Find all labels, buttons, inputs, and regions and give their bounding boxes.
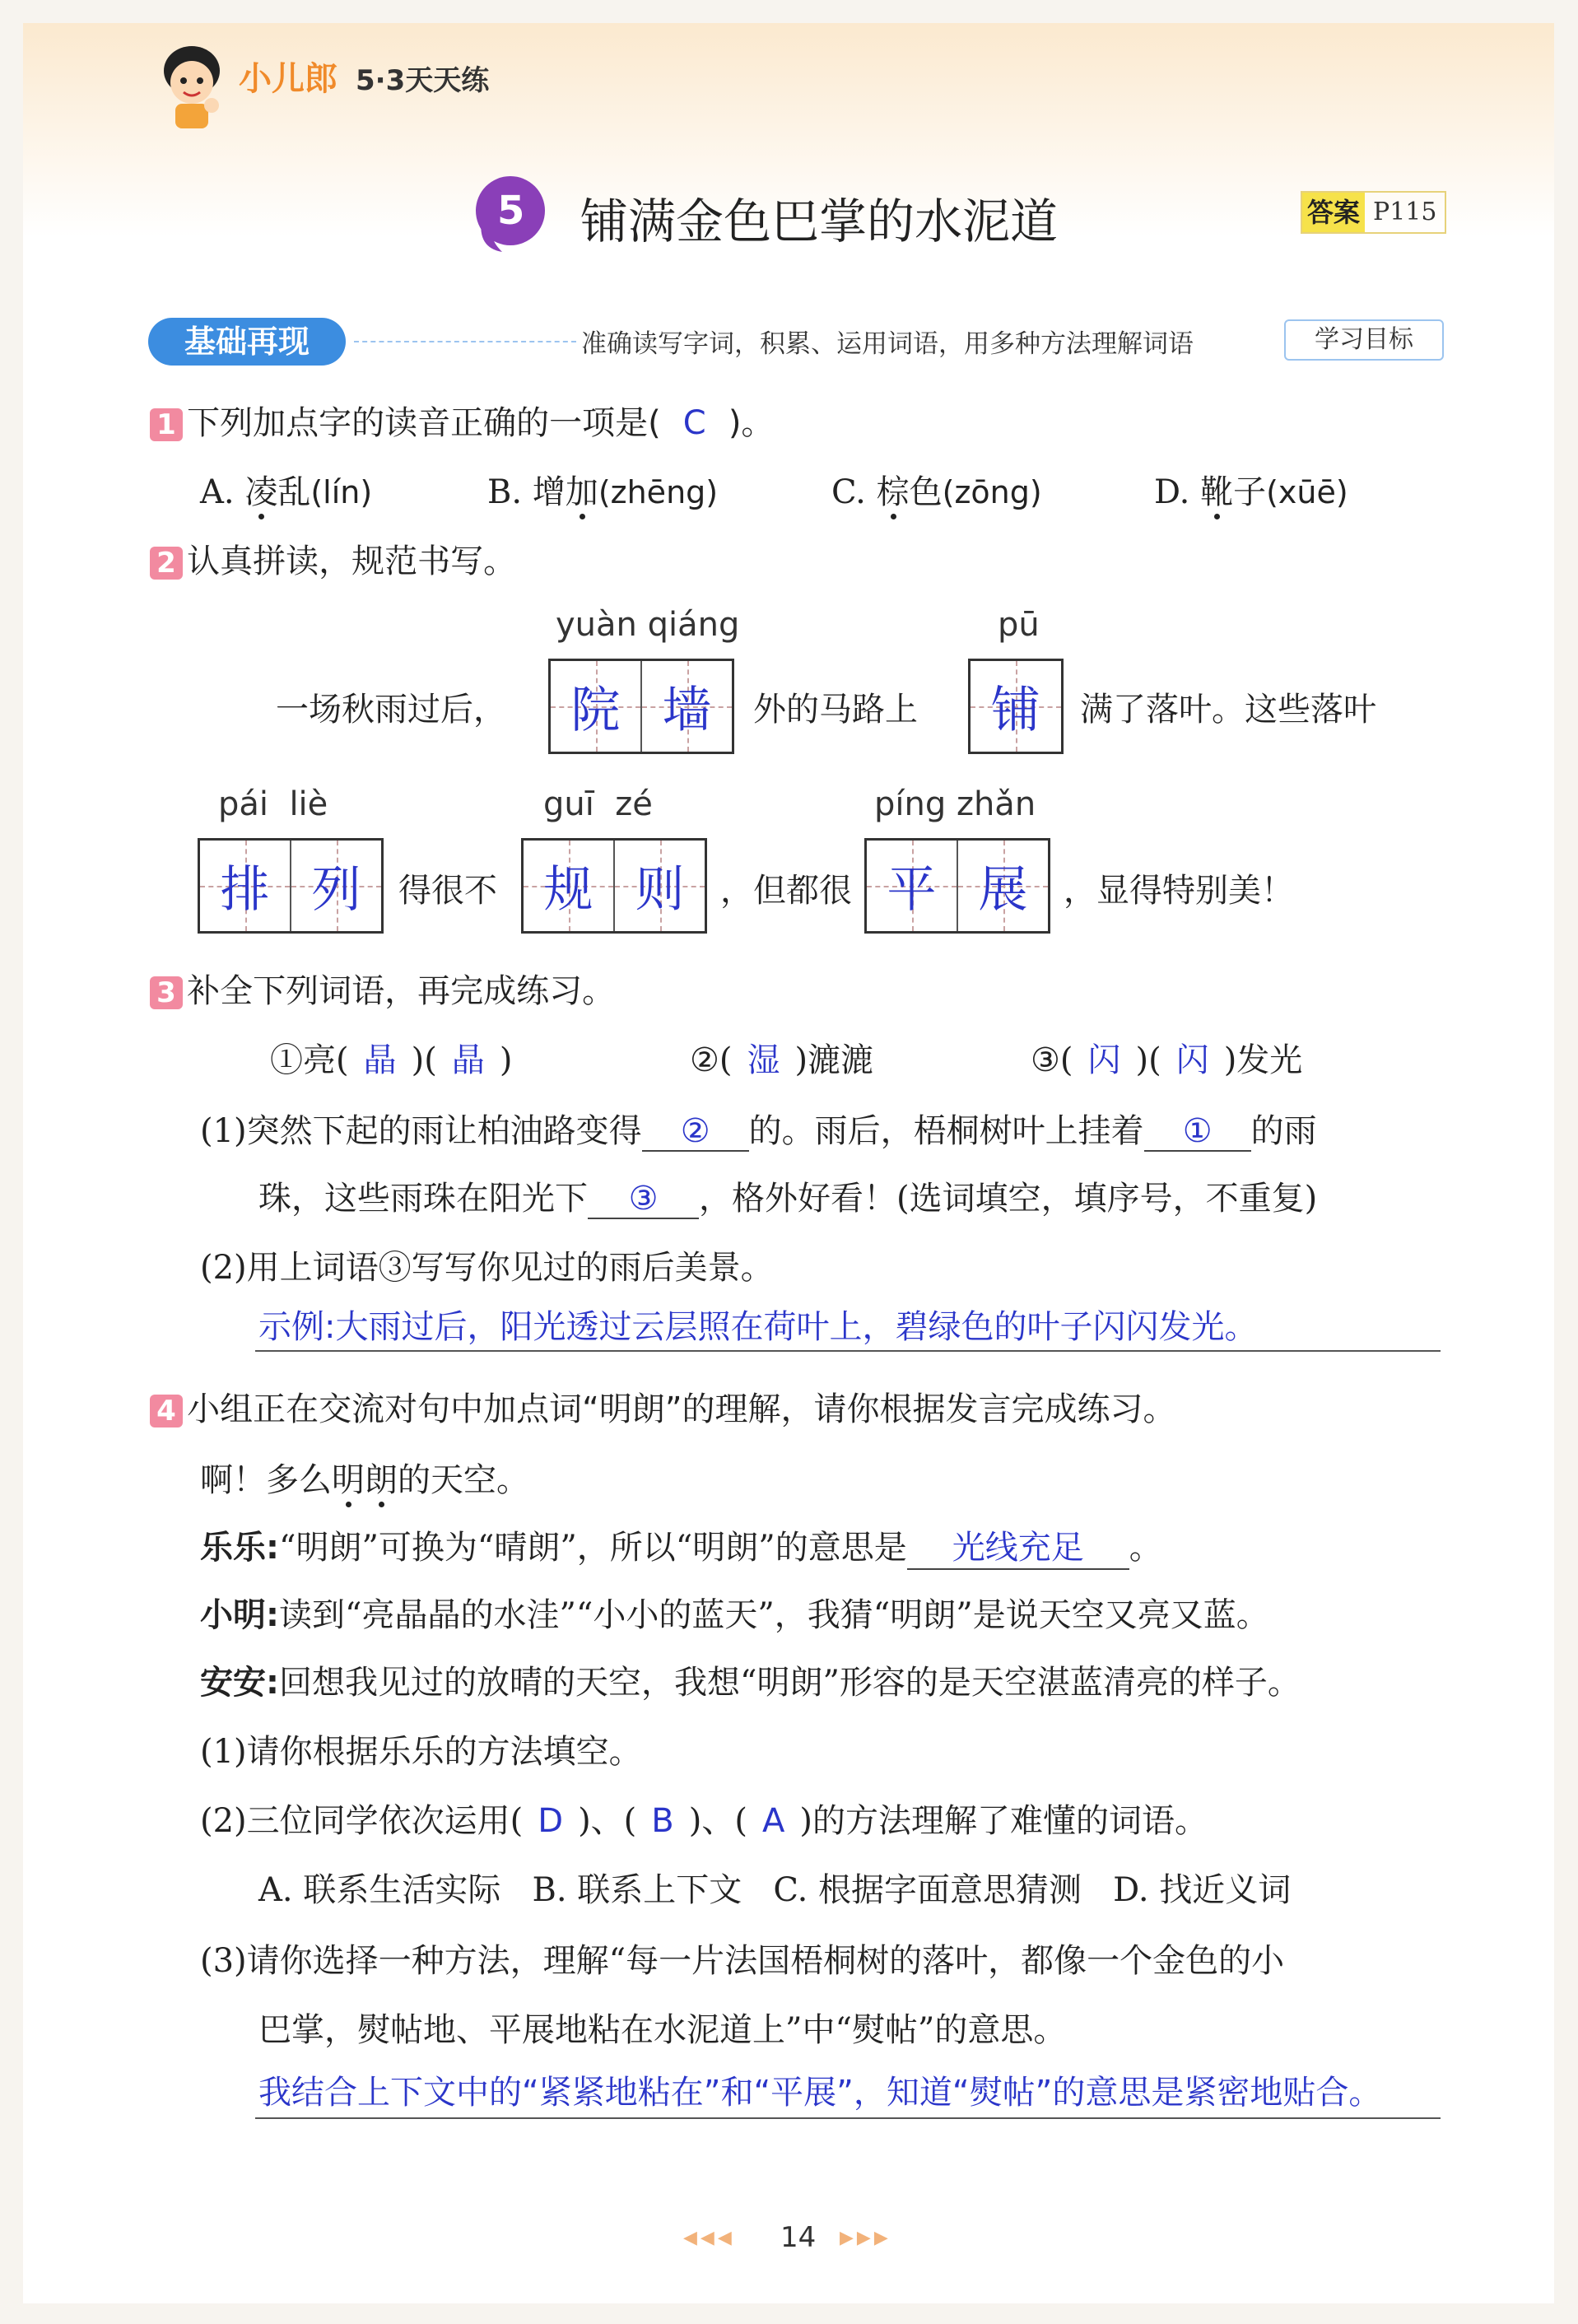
q3-blank-2: ① [1144,1112,1251,1152]
answer-ref [1301,191,1446,234]
answer-box-guize: 规 则 [521,838,707,934]
q3-word-2: ②( 湿 )漉漉 [690,1041,874,1079]
q4-part2: (2)三位同学依次运用( D )、( B )、( A )的方法理解了难懂的词语。 [200,1802,1208,1840]
lesson-title: 铺满金色巴掌的水泥道 [580,193,1059,249]
section-goal-tag: 学习目标 [1284,319,1444,361]
pinyin-pingzhan: píng zhǎn [874,785,1036,823]
q3-blank-1: ② [642,1112,749,1152]
q1-option-d: D. 靴子(xūē) [1154,473,1348,511]
pinyin-guize: guī zé [543,785,653,823]
q4-xiaoming: 小明:读到“亮晶晶的水洼”“小小的蓝天”，我猜“明朗”是说天空又亮又蓝。 [200,1596,1269,1634]
lesson-number: 5 [497,188,525,234]
q4-stem: 4 小组正在交流对句中加点词“明朗”的理解，请你根据发言完成练习。 [150,1383,1176,1430]
answer-label: 答案 [1302,193,1365,232]
page-number: 14 [780,2221,817,2254]
section-goal-text: 准确读写字词，积累、运用词语，用多种方法理解词语 [581,329,1194,359]
pinyin-yuanqiang: yuàn qiáng [556,606,740,644]
q1-option-a: A. 凌乱(lín) [200,473,373,511]
q1-answer: C [682,404,706,442]
q3-answer-line [255,1350,1441,1352]
q3-part2-answer: 示例:大雨过后，阳光透过云层照在荷叶上，碧绿色的叶子闪闪发光。 [258,1308,1258,1346]
section-divider [354,341,576,342]
answer-box-yuanqiang: 院 墙 [548,659,734,754]
q3-word-3: ③( 闪 )( 闪 )发光 [1031,1041,1303,1079]
q3-part2: (2)用上词语③写写你见过的雨后美景。 [200,1249,774,1287]
q4-options: A. 联系生活实际 B. 联系上下文 C. 根据字面意思猜测 D. 找近义词 [258,1871,1292,1909]
q2-text-2: 外的马路上 [753,691,918,729]
q4-part3-line1: (3)请你选择一种方法，理解“每一片法国梧桐树的落叶，都像一个金色的小 [200,1942,1285,1980]
q4-anan: 安安:回想我见过的放晴的天空，我想“明朗”形容的是天空湛蓝清亮的样子。 [200,1664,1301,1702]
q4-lele: 乐乐:“明朗”可换为“晴朗”，所以“明朗”的意思是 光线充足 。 [200,1521,1162,1570]
q3-part1-line1: (1)突然下起的雨让柏油路变得 ② 的。雨后，梧桐树叶上挂着 ① 的雨 [200,1112,1317,1150]
q3-stem: 3 补全下列词语，再完成练习。 [150,965,615,1012]
section-label: 基础再现 [148,318,346,366]
q4-number: 4 [150,1395,183,1427]
q2-text-1: 一场秋雨过后， [276,691,506,729]
q2-stem: 2 认真拼读，规范书写。 [150,535,516,582]
q2-text-4: 得很不 [398,872,497,910]
brand-name: 小儿郎 [239,60,337,98]
footer-left-arrows: ◀◀◀ [683,2228,735,2248]
q2-text-6: ，显得特别美！ [1064,872,1294,910]
q1-option-c: C. 棕色(zōng) [831,473,1042,511]
q4-lele-blank: 光线充足 [907,1521,1129,1570]
q1-stem: 1 下列加点字的读音正确的一项是( C )。 [150,397,774,444]
q3-part1-line2: 珠，这些雨珠在阳光下 ③ ，格外好看！(选词填空，填序号，不重复) [258,1180,1318,1218]
q4-sentence: 啊！多么明朗的天空。 [200,1461,529,1499]
pinyin-pailie: pái liè [218,785,328,823]
q3-blank-3: ③ [588,1180,699,1219]
q3-number: 3 [150,976,183,1009]
q2-text-3: 满了落叶。这些落叶 [1080,691,1376,729]
q4-part1: (1)请你根据乐乐的方法填空。 [200,1733,642,1771]
answer-box-pingzhan: 平 展 [864,838,1050,934]
answer-box-pu: 铺 [968,659,1064,754]
pinyin-pu: pū [998,606,1040,644]
q1-number: 1 [150,408,183,441]
answer-page: P115 [1373,198,1437,226]
mascot-icon [152,40,231,130]
series-name: 5·3天天练 [356,64,490,97]
q2-text-5: ，但都很 [720,872,852,910]
q4-answer-line [255,2117,1441,2119]
q2-number: 2 [150,547,183,580]
q4-part3-line2: 巴掌，熨帖地、平展地粘在水泥道上”中“熨帖”的意思。 [258,2011,1067,2049]
q4-part3-answer: 我结合上下文中的“紧紧地粘在”和“平展”，知道“熨帖”的意思是紧密地贴合。 [258,2074,1382,2112]
answer-box-pailie: 排 列 [198,838,384,934]
footer-right-arrows: ▶▶▶ [840,2228,891,2248]
q1-option-b: B. 增加(zhēng) [487,473,719,511]
q3-word-1: ①亮( 晶 )( 晶 ) [270,1041,513,1079]
